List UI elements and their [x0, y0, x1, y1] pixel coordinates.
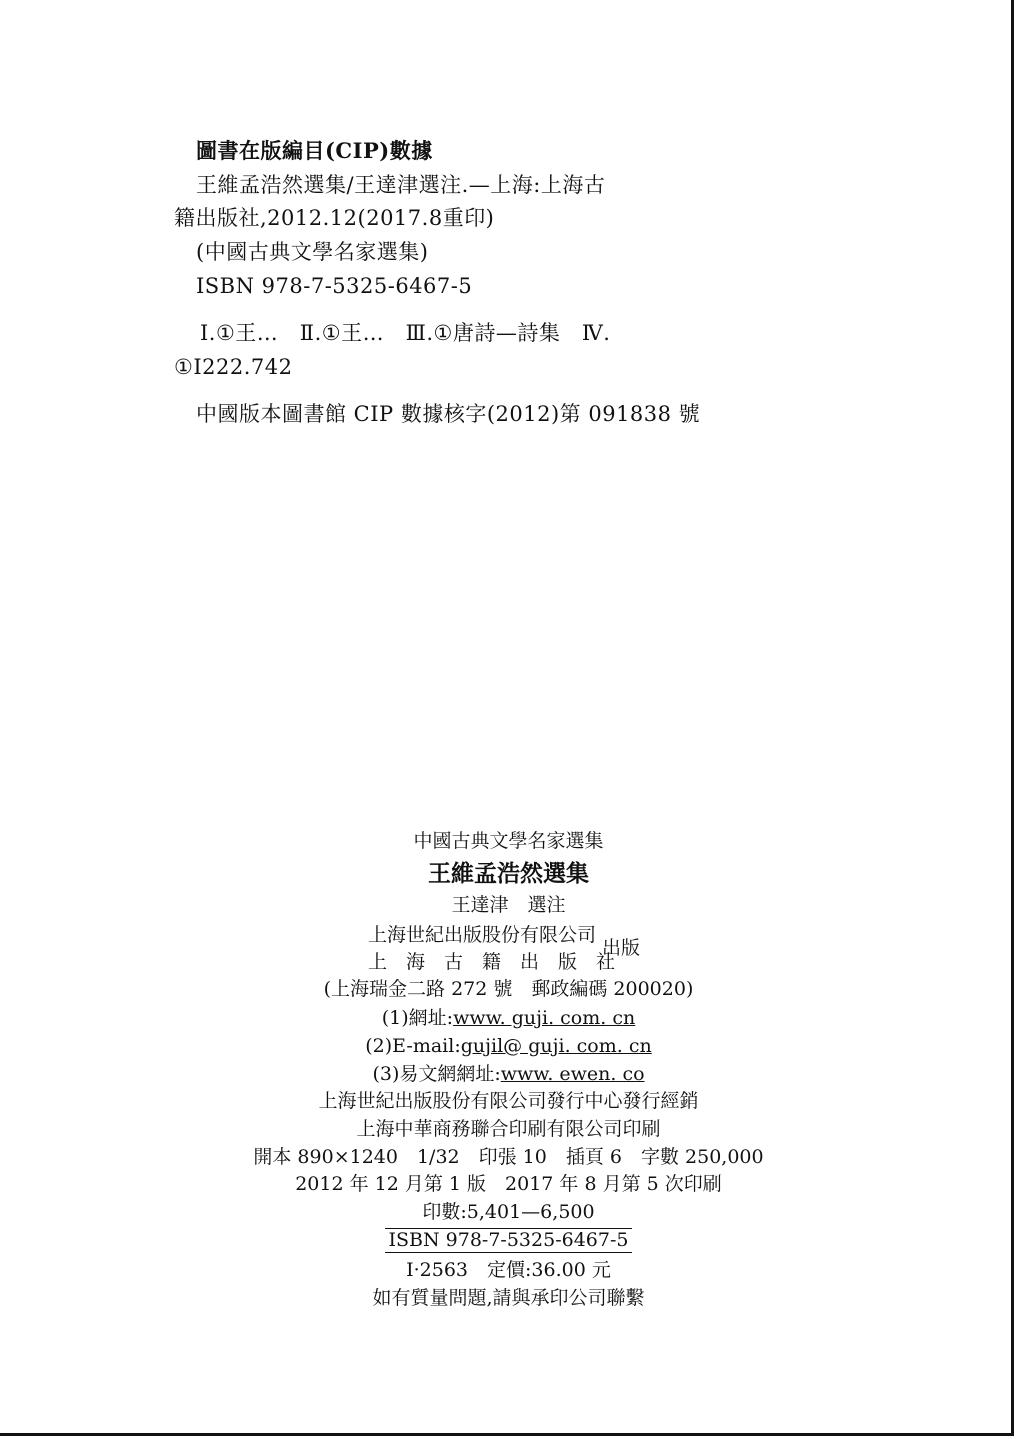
cip-record-number: 中國版本圖書館 CIP 數據核字(2012)第 091838 號 — [196, 402, 701, 426]
website-link[interactable]: www. guji. com. cn — [453, 1007, 636, 1029]
cip-heading: 圖書在版編目(CIP)數據 — [196, 138, 433, 163]
colophon-print-run: 印數:5,401—6,500 — [422, 1201, 595, 1223]
publisher-1: 上海世紀出版股份有限公司 — [368, 924, 597, 946]
colophon-specs: 開本 890×1240 1/32 印張 10 插頁 6 字數 250,000 — [253, 1146, 764, 1168]
cip-series: (中國古典文學名家選集) — [196, 240, 429, 264]
colophon-edition: 2012 年 12 月第 1 版 2017 年 8 月第 5 次印刷 — [295, 1173, 722, 1195]
colophon-printer: 上海中華商務聯合印刷有限公司印刷 — [356, 1118, 661, 1140]
colophon-distributor: 上海世紀出版股份有限公司發行中心發行經銷 — [318, 1090, 699, 1112]
colophon-quality-note: 如有質量問題,請與承印公司聯繫 — [372, 1287, 645, 1309]
colophon-isbn: ISBN 978-7-5325-6467-5 — [385, 1228, 633, 1253]
colophon-email — [0, 1037, 1017, 1056]
publisher-2: 上 海 古 籍 出 版 社 — [368, 951, 616, 973]
cip-classification-line1: Ⅰ.①王… Ⅱ.①王… Ⅲ.①唐詩—詩集 Ⅳ. — [200, 321, 611, 345]
email-link[interactable]: gujil@ guji. com. cn — [460, 1035, 652, 1057]
colophon-ewen — [0, 1065, 1017, 1084]
email-label: (2)E-mail: — [365, 1035, 461, 1057]
ewen-link[interactable]: www. ewen. co — [500, 1063, 645, 1085]
cip-entry-line1: 王維孟浩然選集/王達津選注.—上海:上海古 — [196, 173, 606, 197]
colophon-isbn-row — [0, 1228, 1017, 1253]
colophon-series: 中國古典文學名家選集 — [413, 830, 604, 852]
cip-isbn: ISBN 978-7-5325-6467-5 — [196, 274, 473, 298]
colophon-title: 王維孟浩然選集 — [428, 860, 589, 887]
colophon-website — [0, 1009, 1017, 1028]
colophon-price: Ⅰ·2563 定價:36.00 元 — [406, 1259, 611, 1281]
website-label: (1)網址: — [381, 1007, 454, 1029]
publisher-suffix: 出版 — [602, 937, 641, 959]
colophon-address: (上海瑞金二路 272 號 郵政編碼 200020) — [323, 978, 694, 1000]
ewen-label: (3)易文網網址: — [372, 1063, 501, 1085]
cip-classification-line2: ①I222.742 — [174, 355, 293, 379]
cip-entry-line2: 籍出版社,2012.12(2017.8重印) — [174, 206, 495, 230]
colophon-editor: 王達津 選注 — [451, 894, 566, 916]
